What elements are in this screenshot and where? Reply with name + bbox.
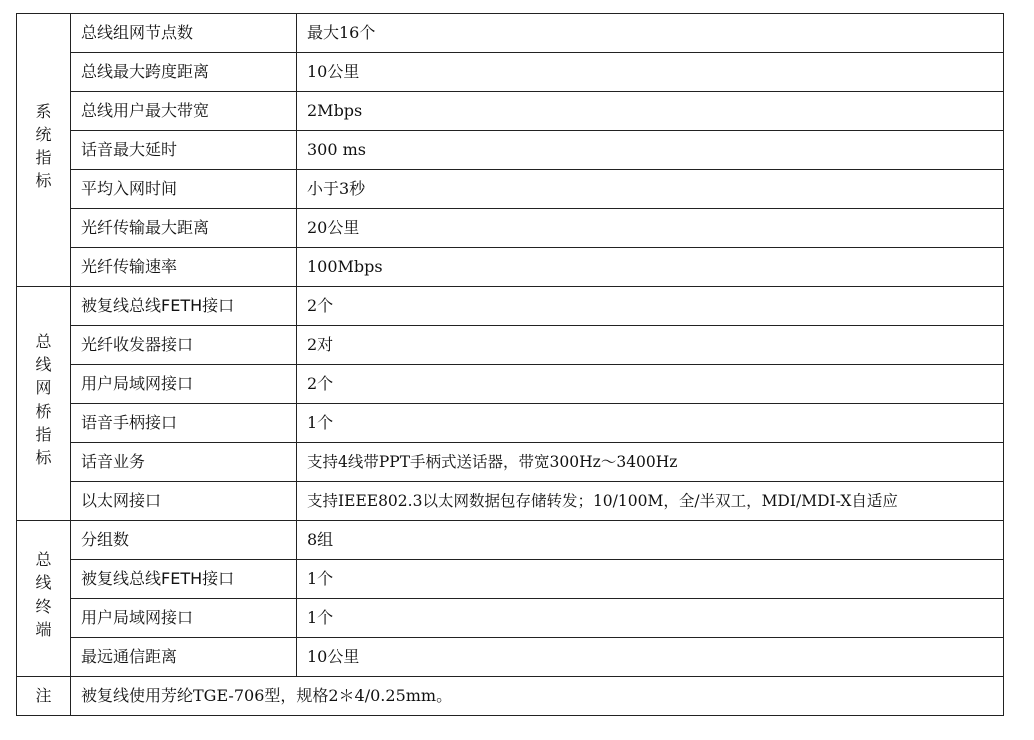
param-value: 1个 <box>297 560 1004 599</box>
param-label: 总线最大跨度距离 <box>71 53 297 92</box>
param-label: 被复线总线FETH接口 <box>71 560 297 599</box>
table-row <box>17 209 1004 248</box>
table-row <box>17 287 1004 326</box>
param-label: 用户局域网接口 <box>71 365 297 404</box>
table-row <box>17 14 1004 53</box>
param-value: 20公里 <box>297 209 1004 248</box>
param-value: 8组 <box>297 521 1004 560</box>
param-label: 以太网接口 <box>71 482 297 521</box>
note-label: 注 <box>35 686 52 705</box>
param-value: 10公里 <box>297 53 1004 92</box>
table-row <box>17 131 1004 170</box>
table-row <box>17 326 1004 365</box>
param-value: 2个 <box>297 365 1004 404</box>
table-row <box>17 248 1004 287</box>
category-label: 总线终端 <box>35 550 52 639</box>
param-label: 光纤传输速率 <box>71 248 297 287</box>
param-label: 总线用户最大带宽 <box>71 92 297 131</box>
category-cell-bridge <box>17 287 71 521</box>
table-row <box>17 482 1004 521</box>
note-text: 被复线使用芳纶TGE-706型，规格2＊4/0.25mm。 <box>71 677 1004 716</box>
param-label: 被复线总线FETH接口 <box>71 287 297 326</box>
param-value: 1个 <box>297 599 1004 638</box>
param-label: 话音最大延时 <box>71 131 297 170</box>
table-row <box>17 365 1004 404</box>
param-label: 用户局域网接口 <box>71 599 297 638</box>
param-label: 话音业务 <box>71 443 297 482</box>
param-label: 平均入网时间 <box>71 170 297 209</box>
param-label: 光纤收发器接口 <box>71 326 297 365</box>
param-label: 最远通信距离 <box>71 638 297 677</box>
table-row <box>17 521 1004 560</box>
param-value: 2对 <box>297 326 1004 365</box>
param-value: 小于3秒 <box>297 170 1004 209</box>
param-label: 语音手柄接口 <box>71 404 297 443</box>
param-label: 总线组网节点数 <box>71 14 297 53</box>
param-value: 300 ms <box>297 131 1004 170</box>
param-value: 支持4线带PPT手柄式送话器，带宽300Hz～3400Hz <box>297 443 1004 482</box>
note-row <box>17 677 1004 716</box>
param-label: 光纤传输最大距离 <box>71 209 297 248</box>
category-cell-system <box>17 14 71 287</box>
category-label: 总线网桥指标 <box>35 332 52 467</box>
table-row <box>17 599 1004 638</box>
spec-table <box>16 13 1004 716</box>
param-value: 10公里 <box>297 638 1004 677</box>
table-row <box>17 170 1004 209</box>
param-value: 2Mbps <box>297 92 1004 131</box>
table-row <box>17 638 1004 677</box>
table-row <box>17 560 1004 599</box>
category-label: 系统指标 <box>35 101 52 191</box>
param-value: 最大16个 <box>297 14 1004 53</box>
note-label-cell <box>17 677 71 716</box>
table-row <box>17 404 1004 443</box>
table-row <box>17 92 1004 131</box>
param-value: 100Mbps <box>297 248 1004 287</box>
table-row <box>17 443 1004 482</box>
param-label: 分组数 <box>71 521 297 560</box>
table-row <box>17 53 1004 92</box>
param-value: 支持IEEE802.3以太网数据包存储转发；10/100M，全/半双工，MDI/MDI-X自适应 <box>297 482 1004 521</box>
param-value: 2个 <box>297 287 1004 326</box>
param-value: 1个 <box>297 404 1004 443</box>
category-cell-terminal <box>17 521 71 677</box>
